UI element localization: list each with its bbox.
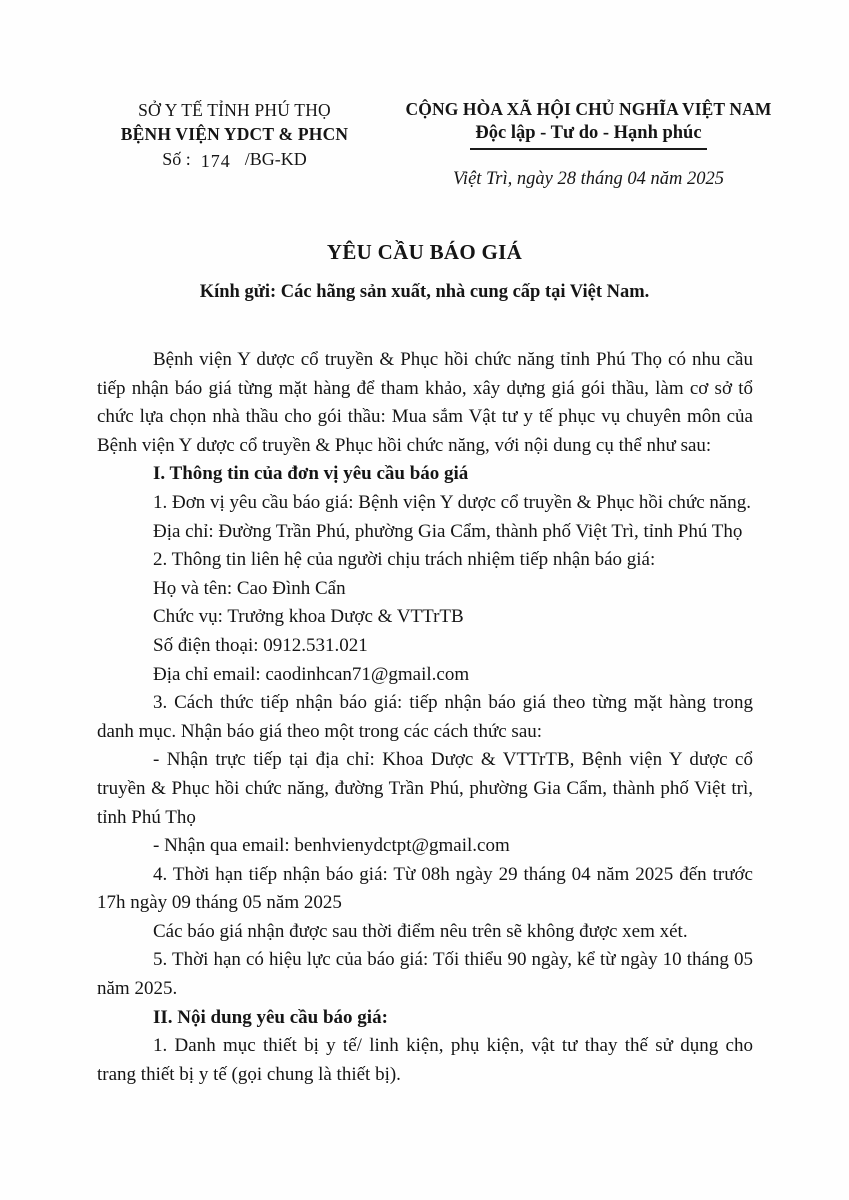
document-title: YÊU CẦU BÁO GIÁ [326,240,523,264]
national-motto-wrap [386,121,791,150]
national-motto: Độc lập - Tư do - Hạnh phúc [470,121,706,150]
body-paragraph: Các báo giá nhận được sau thời điểm nêu trên sẽ không được xem xét. [153,920,688,942]
hospital-name: BỆNH VIỆN YDCT & PHCN [120,124,349,144]
document-header [0,0,849,191]
document-number-prefix: Số : [162,149,191,169]
document-number-suffix: /BG-KD [244,149,307,169]
body-paragraph: - Nhận qua email: benhvienydctpt@gmail.com [153,835,510,857]
document-number: 174 [200,151,231,171]
body-paragraph: Họ và tên: Cao Đình Cẩn [153,577,346,599]
body-paragraph: 1. Đơn vị yêu cầu báo giá: Bệnh viện Y dược cổ truyền & Phục hồi chức năng. [153,491,752,513]
body-paragraph: - Nhận trực tiếp tại địa chỉ: Khoa Dược & VTTrTB, Bệnh viện Y dược cổ truyền & Phục hồi chức năng, đường Trần Phú, phường Gia Cẩm, thành phố Việt trì, tỉnh Phú Thọ [97,749,753,828]
issuing-org-block [92,98,377,171]
body-paragraph: 5. Thời hạn có hiệu lực của báo giá: Tối thiểu 90 ngày, kể từ ngày 10 tháng 05 năm 2025. [97,949,753,1000]
salutation-line: Kính gửi: Các hãng sản xuất, nhà cung cấp tại Việt Nam. [199,282,650,302]
body-paragraph: 2. Thông tin liên hệ của người chịu trách nhiệm tiếp nhận báo giá: [153,549,656,571]
section-heading-2: II. Nội dung yêu cầu báo giá: [153,1006,388,1028]
national-title: CỘNG HÒA XÃ HỘI CHỦ NGHĨA VIỆT NAM [405,99,772,119]
body-paragraph: 4. Thời hạn tiếp nhận báo giá: Từ 08h ngày 29 tháng 04 năm 2025 đến trước 17h ngày 09 tháng 05 năm 2025 [97,863,753,914]
body-paragraph: Địa chỉ email: caodinhcan71@gmail.com [153,663,470,685]
national-header-block [386,98,791,191]
body-paragraph: Bệnh viện Y dược cổ truyền & Phục hồi chức năng tỉnh Phú Thọ có nhu cầu tiếp nhận báo giá từng mặt hàng để tham khảo, xây dựng giá gói thầu, làm cơ sở tổ chức lựa chọn nhà thầu cho gói thầu: Mua sắm Vật tư y tế phục vụ chuyên môn của Bệnh viện Y dược cổ truyền & Phục hồi chức năng, với nội dung cụ thể như sau: [97,349,753,456]
body-paragraph: 1. Danh mục thiết bị y tế/ linh kiện, phụ kiện, vật tư thay thế sử dụng cho trang thiết bị y tế (gọi chung là thiết bị). [97,1035,753,1085]
body-paragraph: Địa chỉ: Đường Trần Phú, phường Gia Cẩm, thành phố Việt Trì, tỉnh Phú Thọ [153,520,743,542]
body-paragraph: Số điện thoại: 0912.531.021 [153,634,368,656]
document-number-line [92,147,377,171]
document-body [97,346,753,1089]
parent-org-name: SỞ Y TẾ TỈNH PHÚ THỌ [138,100,331,120]
place-date-line: Việt Trì, ngày 28 tháng 04 năm 2025 [453,169,724,189]
body-paragraph: 3. Cách thức tiếp nhận báo giá: tiếp nhận báo giá theo từng mặt hàng trong danh mục. Nhận báo giá theo một trong các cách thức sau: [97,692,753,742]
body-paragraph: Chức vụ: Trưởng khoa Dược & VTTrTB [153,606,464,628]
section-heading-1: I. Thông tin của đơn vị yêu cầu báo giá [153,463,469,485]
